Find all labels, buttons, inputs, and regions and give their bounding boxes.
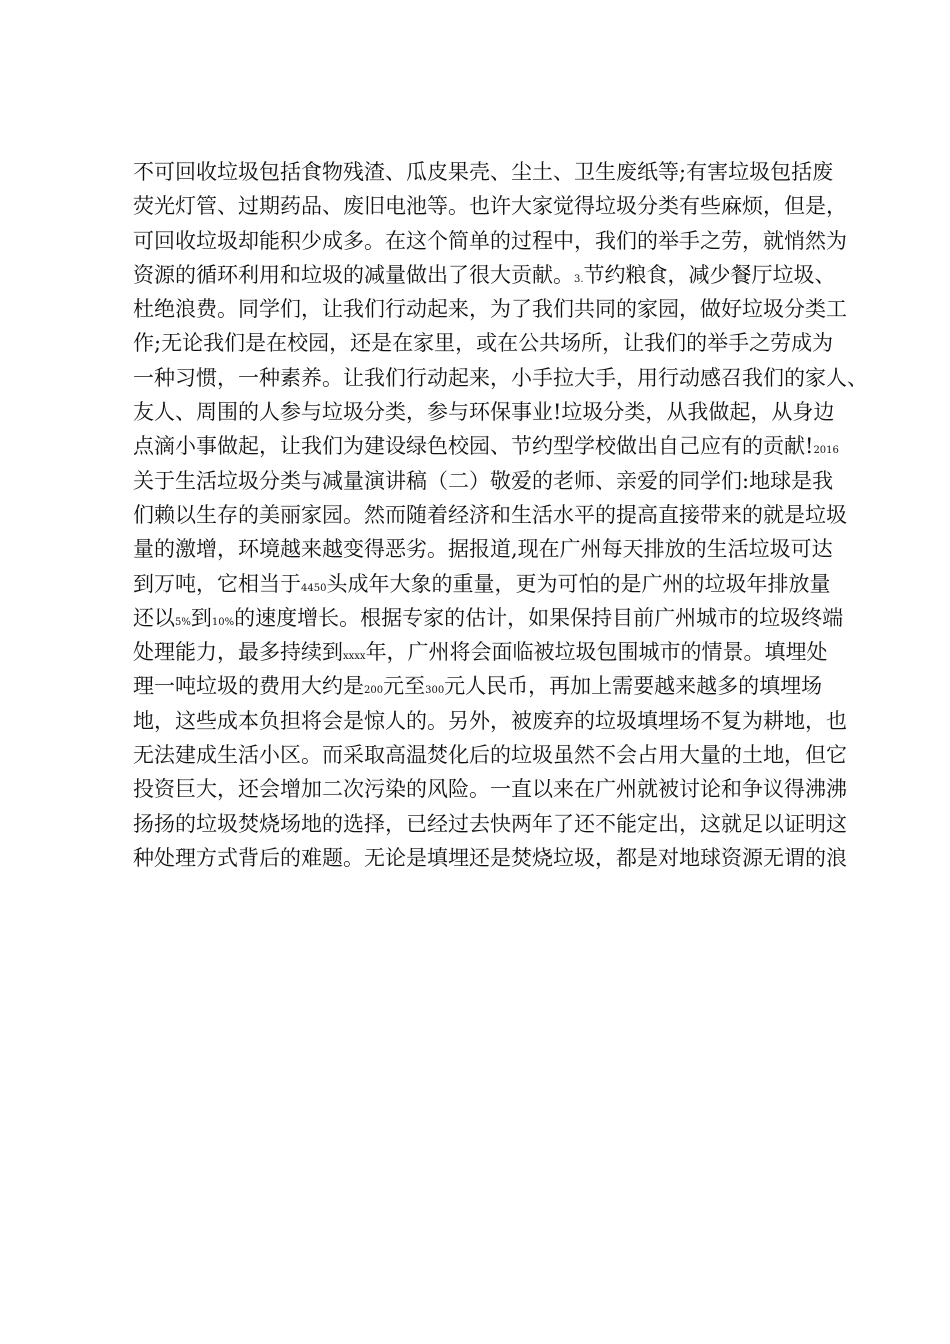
text-line: 资源的循环利用和垃圾的减量做出了很大贡献。3.节约粮食，减少餐厅垃圾、 bbox=[133, 262, 836, 287]
text-line: 不可回收垃圾包括食物残渣、瓜皮果壳、尘土、卫生废纸等;有害垃圾包括废 bbox=[133, 160, 834, 184]
text-line: 处理能力，最多持续到xxxx年，广州将会面临被垃圾包围城市的情景。填埋处 bbox=[133, 640, 828, 665]
text-line: 杜绝浪费。同学们，让我们行动起来，为了我们共同的家园，做好垃圾分类工 bbox=[133, 297, 847, 322]
text-line: 理一吨垃圾的费用大约是200元至300元人民币，再加上需要越来越多的填埋场 bbox=[133, 674, 823, 699]
text-line: 点滴小事做起，让我们为建设绿色校园、节约型学校做出自己应有的贡献!2016 bbox=[133, 434, 839, 459]
text-line: 到万吨，它相当于4450头成年大象的重量，更为可怕的是广州的垃圾年排放量 bbox=[133, 571, 831, 596]
text-line: 一种习惯，一种素养。让我们行动起来，小手拉大手，用行动感召我们的家人、 bbox=[133, 365, 868, 390]
text-line: 种处理方式背后的难题。无论是填埋还是焚烧垃圾，都是对地球资源无谓的浪 bbox=[133, 845, 847, 870]
text-line: 友人、周围的人参与垃圾分类，参与环保事业!垃圾分类，从我做起，从身边 bbox=[133, 400, 835, 425]
body-text bbox=[133, 155, 868, 875]
text-line: 无法建成生活小区。而采取高温焚化后的垃圾虽然不会占用大量的土地，但它 bbox=[133, 743, 847, 768]
text-line: 地，这些成本负担将会是惊人的。另外，被废弃的垃圾填埋场不复为耕地，也 bbox=[133, 708, 847, 733]
text-line: 还以5%到10%的速度增长。根据专家的估计，如果保持目前广州城市的垃圾终端 bbox=[133, 605, 844, 630]
text-line: 荧光灯管、过期药品、废旧电池等。也许大家觉得垃圾分类有些麻烦，但是， bbox=[133, 194, 847, 219]
text-line: 作;无论我们是在校园，还是在家里，或在公共场所，让我们的举手之劳成为 bbox=[133, 331, 834, 356]
text-line: 可回收垃圾却能积少成多。在这个简单的过程中，我们的举手之劳，就悄然为 bbox=[133, 228, 847, 253]
text-line: 们赖以生存的美丽家园。然而随着经济和生活水平的提高直接带来的就是垃圾 bbox=[133, 502, 847, 527]
text-line: 投资巨大，还会增加二次污染的风险。一直以来在广州就被讨论和争议得沸沸 bbox=[133, 777, 847, 802]
text-line: 关于生活垃圾分类与减量演讲稿（二）敬爱的老师、亲爱的同学们:地球是我 bbox=[133, 468, 834, 493]
text-line: 量的激增，环境越来越变得恶劣。据报道,现在广州每天排放的生活垃圾可达 bbox=[133, 537, 833, 562]
text-line: 扬扬的垃圾焚烧场地的选择，已经过去快两年了还不能定出，这就足以证明这 bbox=[133, 811, 847, 836]
